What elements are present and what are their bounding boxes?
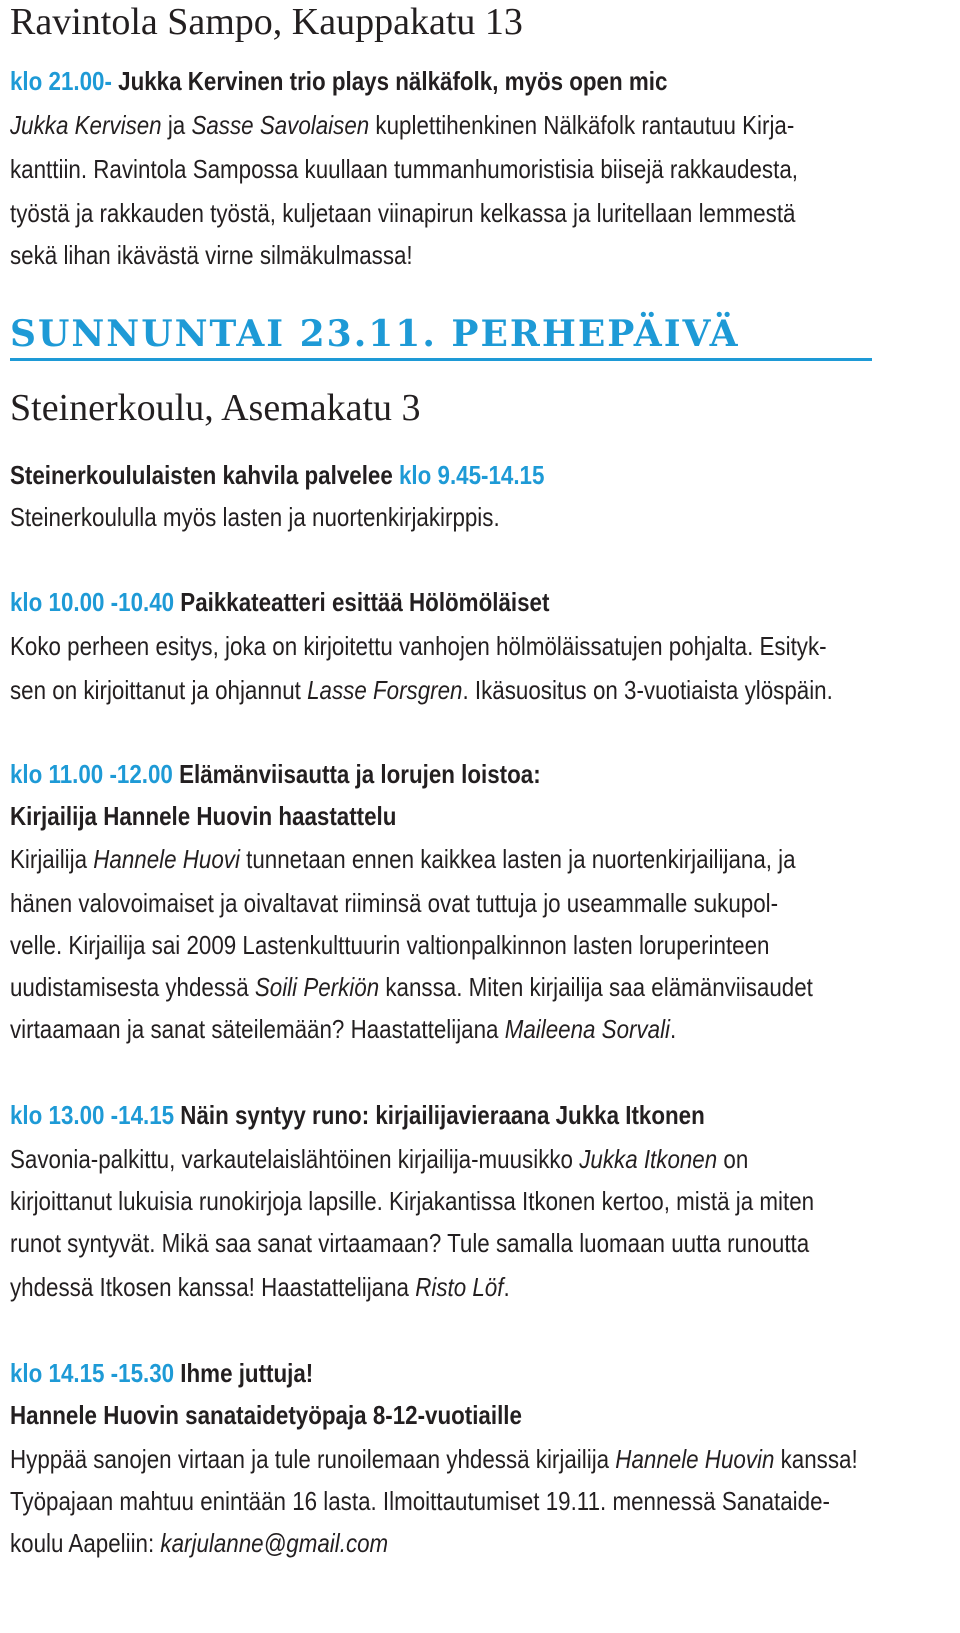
event-desc-line: sen on kirjoittanut ja ohjannut Lasse Forsgren. Ikäsuositus on 3-vuotiaista ylöspäin.	[10, 675, 833, 705]
cafe-desc: Steinerkoululla myös lasten ja nuortenkirjakirppis.	[10, 502, 500, 532]
event-heading-huovi: klo 11.00 -12.00 Elämänviisautta ja lorujen loistoa:	[10, 759, 541, 789]
event-desc-line: virtaamaan ja sanat säteilemään? Haastattelijana Maileena Sorvali.	[10, 1014, 677, 1044]
event-heading-ihme-juttuja: klo 14.15 -15.30 Ihme juttuja!	[10, 1358, 314, 1388]
email-address: karjulanne@gmail.com	[160, 1528, 389, 1558]
event-desc-line: hänen valovoimaiset ja oivaltavat riiminsä ovat tuttuja jo useammalle sukupol-	[10, 888, 779, 918]
event-desc-line: kirjoittanut lukuisia runokirjoja lapsille. Kirjakantissa Itkonen kertoo, mistä ja miten	[10, 1186, 815, 1216]
event-desc-line: Työpajaan mahtuu enintään 16 lasta. Ilmoittautumiset 19.11. mennessä Sanataide-	[10, 1486, 830, 1516]
event-desc-line: kanttiin. Ravintola Sampossa kuullaan tummanhumoristisia biisejä rakkaudesta,	[10, 154, 798, 184]
event-title: Jukka Kervinen trio plays nälkäfolk, myös open mic	[111, 66, 668, 96]
event-subtitle: Kirjailija Hannele Huovin haastattelu	[10, 801, 397, 831]
event-desc-line: Savonia-palkittu, varkautelaislähtöinen kirjailija-muusikko Jukka Itkonen on	[10, 1144, 749, 1174]
venue-heading-sampo: Ravintola Sampo, Kauppakatu 13	[10, 1, 523, 43]
venue-heading-steinerkoulu: Steinerkoulu, Asemakatu 3	[10, 387, 421, 429]
event-desc-line: Kirjailija Hannele Huovi tunnetaan ennen kaikkea lasten ja nuortenkirjailijana, ja	[10, 844, 796, 874]
event-desc-line: yhdessä Itkosen kanssa! Haastattelijana Risto Löf.	[10, 1272, 510, 1302]
event-desc-line: Jukka Kervisen ja Sasse Savolaisen kuplettihenkinen Nälkäfolk rantautuu Kirja-	[10, 110, 795, 140]
event-heading-kervinen	[10, 64, 667, 98]
event-desc-line: työstä ja rakkauden työstä, kuljetaan viinapirun kelkassa ja luritellaan lemmestä	[10, 198, 796, 228]
event-desc-line: runot syntyvät. Mikä saa sanat virtaamaan? Tule samalla luomaan uutta runoutta	[10, 1228, 810, 1258]
cafe-heading: Steinerkoululaisten kahvila palvelee klo 9.45-14.15	[10, 460, 545, 490]
event-heading-paikkateatteri: klo 10.00 -10.40 Paikkateatteri esittää Hölömöläiset	[10, 587, 550, 617]
event-desc-line: uudistamisesta yhdessä Soili Perkiön kanssa. Miten kirjailija saa elämänviisaudet	[10, 972, 813, 1002]
event-desc-line: Koko perheen esitys, joka on kirjoitettu vanhojen hölmöläissatujen pohjalta. Esityk-	[10, 631, 827, 661]
event-heading-itkonen: klo 13.00 -14.15 Näin syntyy runo: kirjailijavieraana Jukka Itkonen	[10, 1100, 705, 1130]
event-desc-line: Hyppää sanojen virtaan ja tule runoilemaan yhdessä kirjailija Hannele Huovin kanssa!	[10, 1444, 858, 1474]
day-title: SUNNUNTAI 23.11. PERHEPÄIVÄ	[10, 312, 872, 361]
event-time: klo 21.00-	[10, 66, 112, 96]
event-desc-line: velle. Kirjailija sai 2009 Lastenkulttuurin valtionpalkinnon lasten loruperinteen	[10, 930, 770, 960]
event-subtitle: Hannele Huovin sanataidetyöpaja 8-12-vuotiaille	[10, 1400, 522, 1430]
event-desc-line: koulu Aapeliin: karjulanne@gmail.com	[10, 1528, 389, 1558]
event-desc-line: sekä lihan ikävästä virne silmäkulmassa!	[10, 240, 413, 270]
